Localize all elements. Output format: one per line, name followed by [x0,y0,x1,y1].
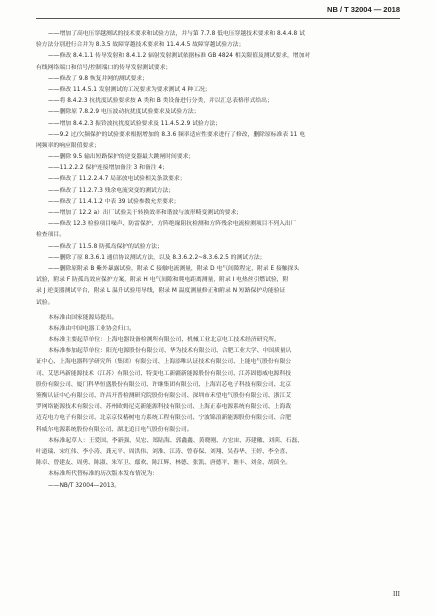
text-line: ——修改 12.3 检验项目噪声、防雷保护、方阵绝缘阻抗检测和方阵残余电流检测项目不列入出厂 [48,221,297,228]
text-line: ——修改 8.4.1.1 传导发射和 8.4.1.2 辐射发射测试依据标准 GB 4824 相关限值及测试要求，增加对 [48,53,311,60]
text-line: 验方法分别进行合并为 8.3.5 故障穿越技术要求和 11.4.4.5 故障穿越试验方法； [36,42,245,49]
standard-code: NB / T 32004 — 2018 [327,5,400,14]
document-body [36,29,400,492]
text-line: 本标准所代替标准的历次版本发布情况为： [48,471,159,478]
text-line: 科威尔电源系统股份有限公司、湖北追日电气股份有限公司。 [36,426,193,433]
text-line: ——9.2 过/欠频保护的试验要求根据增加的 8.3.6 频率适应性要求进行了修改，删除原标准表 11 电 [48,131,305,138]
text-line: 本标准主要起草单位：上海电器设备检测所有限公司、机械工业北京电工技术经济研究所。 [48,337,280,344]
text-line: 试验，附录 F 防孤岛效应保护方案，附录 H 电气间隙和爬电距离测量，附录 I 电热丝引燃试验，附 [36,277,289,284]
text-line: ——删除了原 8.3.6.1 通信协议测试方法，以及 8.3.6.2.2~8.3.6.2.5 的测试方法； [48,254,266,261]
text-line: 有线网络端口和信号/控制端口的传导发射测试要求； [36,64,172,71]
text-line: ——修改了 11.5.8 防孤岛保护的试验方法； [48,243,163,250]
text-line: ——修改了 11.2.2.4.7 局部放电试验相关条款要求； [48,176,186,183]
text-line: ——修改 11.4.5.1 发射测试的工况要求为要求测试 4 种工况； [48,86,211,93]
text-line: ——增加了 12.2 a）出厂试验关于转换效率和谐波与波形畸变测试的要求； [48,210,243,216]
text-line: 录 J 逆变器测试平台，附录 L 温升试验用导线，附录 M 温度测量修正和附录 N 短路保护功能验证 [36,288,286,295]
text-line: 本标准由国家能源局提出。 [48,314,118,321]
text-line: 试验。 [36,299,54,306]
text-line: ——删除 9.5 输出短路保护的逆变器最大跳闸时间要求； [48,154,195,161]
text-line: ——将 8.4.2.3 抗扰度试验要求按 A 类和 B 类设备进行分类，并以汇总表格形式给出； [48,98,273,105]
text-line: ——修改了 9.8 恢复并网的测试要求； [48,75,148,82]
text-line: 本标准由中国电器工业协会归口。 [48,325,135,332]
text-line: 本标准参加起草单位：阳光电源股份有限公司、华为技术有限公司、合肥工业大学、中国质量认 [48,348,292,355]
text-line: 鉴衡认证中心有限公司、许昌开普检测研究院股份有限公司、深圳市禾望电气股份有限公司、浙江艾 [36,393,292,399]
text-line: 陈卓、曾建友、周勇、陈淑、朱军卫、鄢欢、陈江辉、林德、张凯、唐德平、谯丰、刘金、胡茵全。 [36,460,292,467]
text-line: 叶道瑞、宋红伟、李小涛、龚元平、周洪伟、刘淮、江涛、曾春保、刘翔、吴春华、王婷、李全喜、 [36,448,292,455]
text-line: 迈克电力电子有限公司、北京京仪椿树电力系统工程有限公司、宁波锦浪新能源股份有限公司、合肥 [36,415,292,422]
text-line: ——删除原附录 B 紫外暴露试验，附录 C 接触电流测量，附录 D 电气间隙程定，附录 E 接触探头 [48,265,300,272]
text-line: ——11.2.2.2 保护连接增加备注 3 和备注 4； [48,165,168,172]
page-number: III [393,590,400,598]
text-line: ——修改了 11.4.1.2 中表 39 试验参数允差要求； [48,198,180,205]
text-line: ——删除原 7.8.2.9 电压波动抗扰度试验要求及试验方法； [48,109,200,116]
text-line: 网频率的响应限值要求； [36,142,100,149]
header-rule [36,18,400,19]
text-line: 本标准起草人：王爱国、李新强、吴宏、郑陆海、郭鑫鑫、黄晓刚、方宏宙、苏建徽、刘茴、石磊、 [48,437,304,444]
text-line: 罗网络能源技术有限公司、苏州欧姆尼克新能源科技有限公司、上海正泰电源系统有限公司、上海裁 [36,404,292,411]
text-line: 检查项目。 [36,232,65,239]
text-line: ——增加 8.4.2.3 振铃波抗扰度试验要求及 11.4.5.2.9 试验方法； [48,120,222,127]
text-line: ——增加了高电压穿越测试的技术要求和试验方法，并与第 7.7.8 低电压穿越技术要求和 8.4.4.8 试 [48,31,305,37]
text-line: 股份有限公司、厦门科华恒盛股份有限公司、许继集团有限公司、上海岩芯电子科技有限公司、北京 [36,381,292,388]
text-line: ——修改了 11.2.7.3 残余电流突变的测试方法； [48,187,175,194]
text-line: 司、艾思玛新能源技术（江苏）有限公司、特变电工新疆新能源股份有限公司、江苏固德威电源科技 [36,370,292,377]
text-line: ——NB/T 32004—2013。 [48,482,121,489]
text-line: 证中心、上海电器科学研究所（集团）有限公司、上海添唯认证技术有限公司、上能电气股份有限公 [36,359,292,366]
